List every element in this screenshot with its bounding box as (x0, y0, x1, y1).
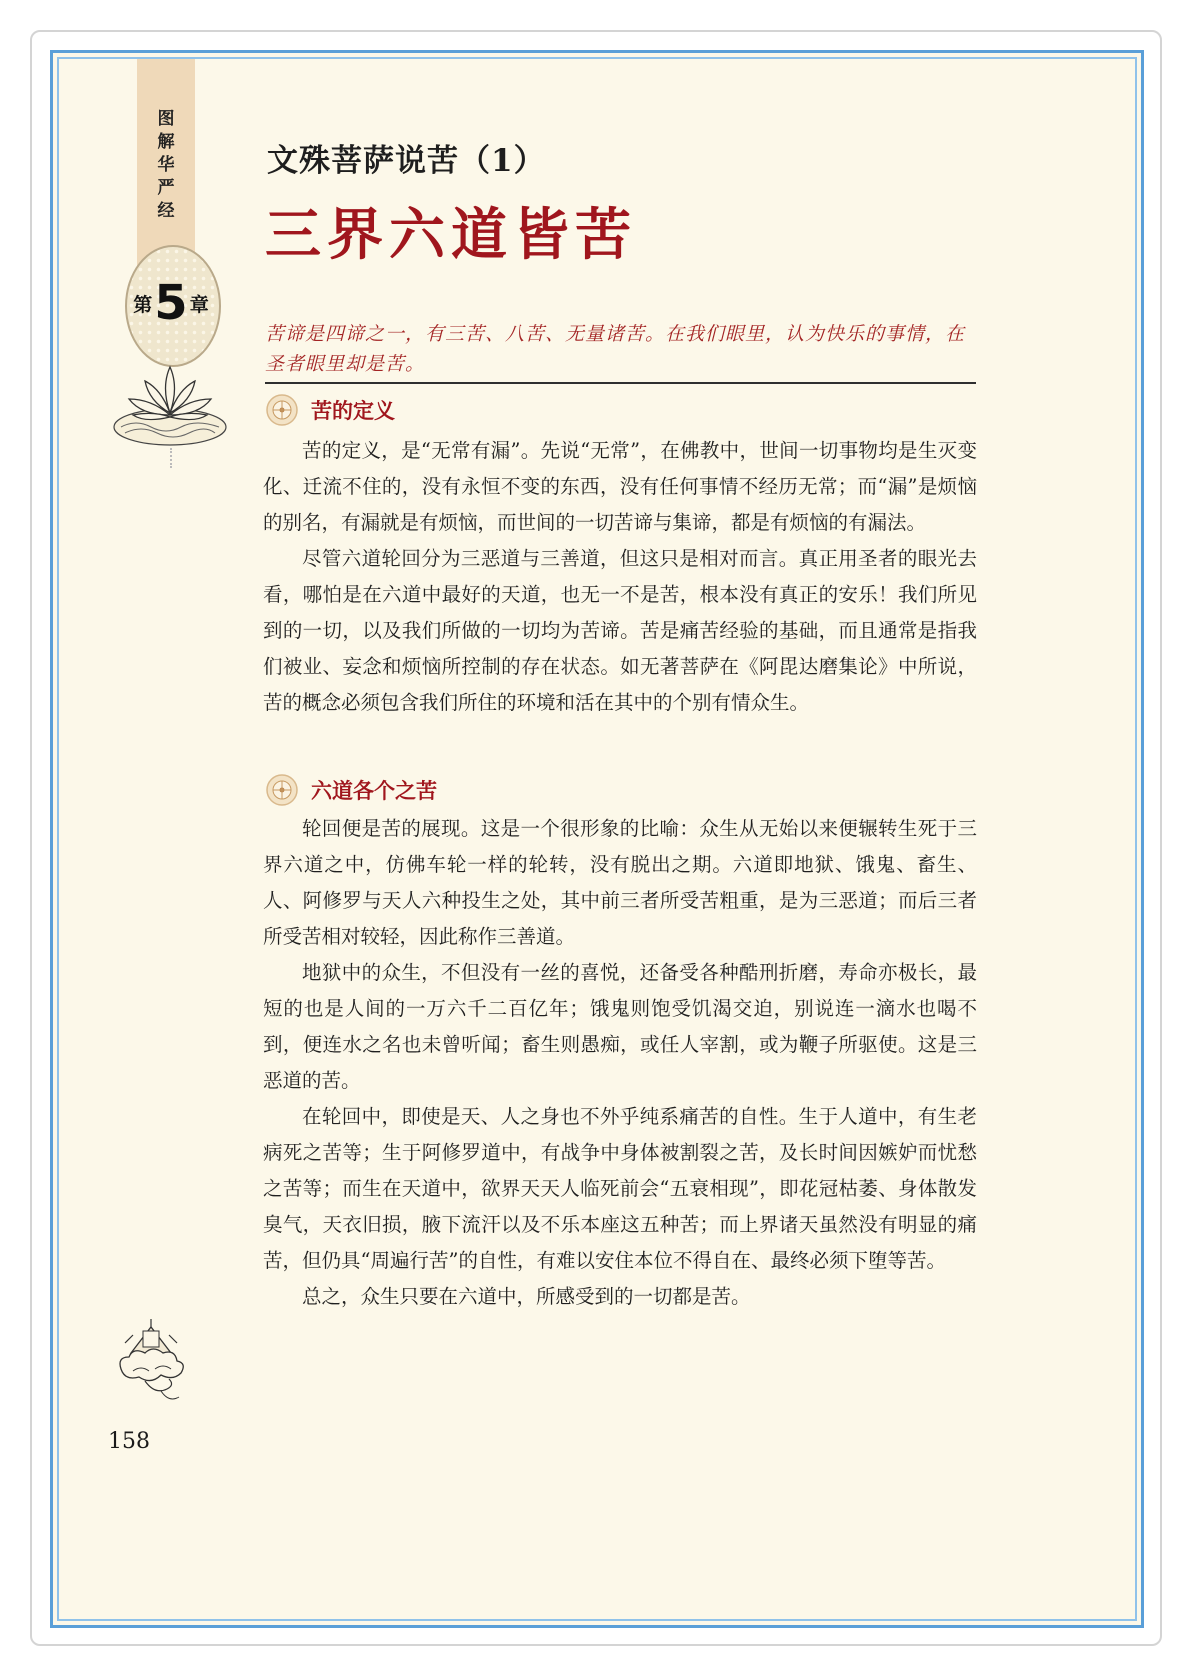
series-char: 华 (157, 155, 175, 175)
section-heading-text: 苦的定义 (311, 399, 395, 423)
intro-divider (265, 382, 976, 384)
series-char: 图 (157, 109, 175, 129)
lotus-icon (111, 353, 229, 449)
dharma-wheel-icon (265, 393, 299, 427)
dotted-divider (170, 448, 174, 468)
paragraph: 在轮回中，即使是天、人之身也不外乎纯系痛苦的自性。生于人道中，有生老病死之苦等；生于阿修罗道中，有战争中身体被割裂之苦，及长时间因嫉妒而忧愁之苦等；而生在天道中，欲界天天人临死前会“五衰相现”，即花冠枯萎、身体散发臭气，天衣旧损，腋下流汗以及不乐本座这五种苦；而上界诸天虽然没有明显的痛苦，但仍具“周遍行苦”的自性，有难以安住本位不得自在、最终必须下堕等苦。 (263, 1105, 977, 1272)
section-heading (265, 773, 437, 807)
intro-text: 苦谛是四谛之一，有三苦、八苦、无量诸苦。在我们眼里，认为快乐的事情，在圣者眼里却是苦。 (265, 323, 966, 375)
series-char: 经 (157, 201, 175, 221)
page-number: 158 (108, 1429, 150, 1454)
paragraph: 总之，众生只要在六道中，所感受到的一切都是苦。 (302, 1285, 751, 1308)
paragraph: 尽管六道轮回分为三恶道与三善道，但这只是相对而言。真正用圣者的眼光去看，哪怕是在六道中最好的天道，也无一不是苦，根本没有真正的安乐！我们所见到的一切，以及我们所做的一切均为苦谛。苦是痛苦经验的基础，而且通常是指我们被业、妄念和烦恼所控制的存在状态。如无著菩萨在《阿毘达磨集论》中所说，苦的概念必须包含我们所住的环境和活在其中的个别有情众生。 (263, 547, 977, 714)
book-page (50, 50, 1144, 1628)
paragraph: 苦的定义，是“无常有漏”。先说“无常”，在佛教中，世间一切事物均是生灭变化、迁流不住的，没有永恒不变的东西，没有任何事情不经历无常；而“漏”是烦恼的别名，有漏就是有烦恼，而世间的一切苦谛与集谛，都是有烦恼的有漏法。 (263, 439, 977, 534)
chapter-prefix: 第 (133, 293, 153, 316)
cloud-ornament-icon (111, 1313, 191, 1405)
chapter-number: 5 (154, 275, 188, 331)
chapter-label (125, 277, 217, 329)
section-heading (265, 393, 395, 427)
section-body (263, 811, 977, 1315)
page-title: 三界六道皆苦 (265, 202, 637, 268)
paragraph: 地狱中的众生，不但没有一丝的喜悦，还备受各种酷刑折磨，寿命亦极长，最短的也是人间的一万六千二百亿年；饿鬼则饱受饥渴交迫，别说连一滴水也喝不到，便连水之名也未曾听闻；畜生则愚痴，或任人宰割，或为鞭子所驱使。这是三恶道的苦。 (263, 961, 977, 1092)
series-title (155, 108, 177, 223)
page-subtitle: 文殊菩萨说苦（1） (267, 143, 546, 179)
section-heading-text: 六道各个之苦 (311, 779, 437, 803)
paragraph: 轮回便是苦的展现。这是一个很形象的比喻：众生从无始以来便辗转生死于三界六道之中，仿佛车轮一样的轮转，没有脱出之期。六道即地狱、饿鬼、畜生、人、阿修罗与天人六种投生之处，其中前三者所受苦粗重，是为三恶道；而后三者所受苦相对较轻，因此称作三善道。 (263, 817, 977, 948)
chapter-suffix: 章 (189, 293, 209, 316)
dharma-wheel-icon (265, 773, 299, 807)
series-char: 解 (157, 132, 175, 152)
series-char: 严 (157, 178, 175, 198)
section-body (263, 433, 977, 721)
